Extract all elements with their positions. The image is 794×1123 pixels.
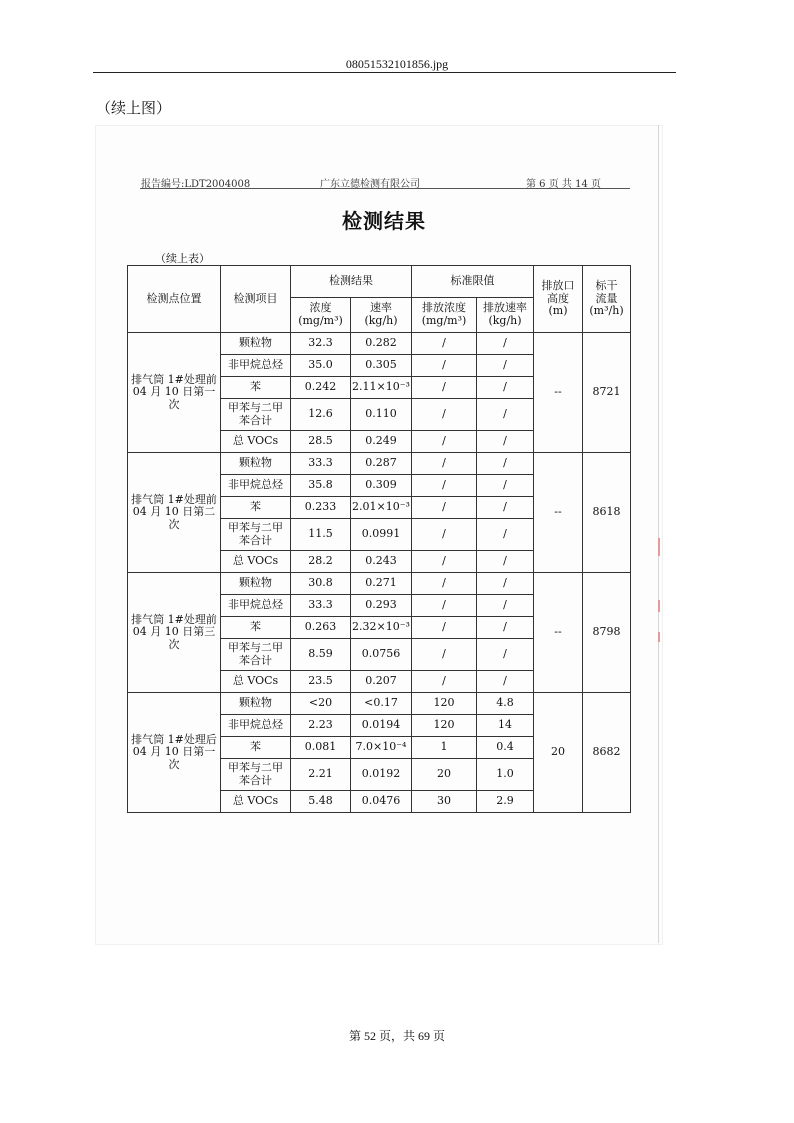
item-line1: 甲苯与二甲 (228, 640, 283, 654)
concentration-cell: 12.6 (291, 399, 351, 431)
position-cell (128, 693, 221, 813)
rate-cell: 0.282 (351, 333, 412, 355)
results-table (127, 265, 631, 813)
rate-cell: 0.0476 (351, 791, 412, 813)
concentration-cell: 8.59 (291, 639, 351, 671)
concentration-cell: 33.3 (291, 595, 351, 617)
header-limit-group: 标准限值 (412, 266, 534, 298)
item-cell: 总 VOCs (221, 671, 291, 693)
page-footer: 第 52 页，共 69 页 (348, 1029, 445, 1043)
limit-rate-cell: / (477, 551, 534, 573)
limit-rate-cell: / (477, 355, 534, 377)
rate-cell: 0.243 (351, 551, 412, 573)
header-limit-concentration (412, 298, 477, 333)
limit-concentration-cell: / (412, 399, 477, 431)
header-flow-line1: 标干 (595, 279, 618, 293)
header-result-group: 检测结果 (291, 266, 412, 298)
flow-cell: 8618 (583, 453, 631, 573)
item-cell (221, 759, 291, 791)
item-cell: 苯 (221, 377, 291, 399)
header-limit-concentration-label: 排放浓度 (422, 301, 466, 315)
limit-rate-cell: / (477, 431, 534, 453)
rate-cell: 2.01×10⁻³ (351, 497, 412, 519)
item-cell: 苯 (221, 497, 291, 519)
concentration-cell: 5.48 (291, 791, 351, 813)
limit-concentration-cell: / (412, 355, 477, 377)
limit-rate-cell: / (477, 475, 534, 497)
item-line1: 甲苯与二甲 (228, 520, 283, 534)
concentration-cell: 30.8 (291, 573, 351, 595)
position-line2: 04 月 10 日第一次 (132, 385, 216, 411)
concentration-cell: 2.23 (291, 715, 351, 737)
report-number: 报告编号:LDT2004008 (141, 179, 251, 190)
limit-concentration-cell: / (412, 551, 477, 573)
rate-cell: 0.309 (351, 475, 412, 497)
concentration-cell: 32.3 (291, 333, 351, 355)
position-cell (128, 453, 221, 573)
header-concentration (291, 298, 351, 333)
rate-cell: 0.305 (351, 355, 412, 377)
header-outlet-height (534, 266, 583, 333)
header-height-line2: 高度 (547, 291, 569, 305)
rate-cell: 0.0192 (351, 759, 412, 791)
position-line1: 排气筒 1#处理前 (131, 372, 217, 386)
rate-cell: 0.293 (351, 595, 412, 617)
concentration-cell: 28.2 (291, 551, 351, 573)
limit-rate-cell: / (477, 399, 534, 431)
concentration-cell: 35.0 (291, 355, 351, 377)
item-cell: 非甲烷总烃 (221, 595, 291, 617)
rate-cell: 2.11×10⁻³ (351, 377, 412, 399)
header-rule (93, 72, 676, 73)
rate-cell: 0.110 (351, 399, 412, 431)
outlet-height-cell: -- (534, 333, 583, 453)
limit-rate-cell: 14 (477, 715, 534, 737)
rate-cell: 0.249 (351, 431, 412, 453)
limit-concentration-cell: 20 (412, 759, 477, 791)
rate-cell: <0.17 (351, 693, 412, 715)
limit-rate-cell: / (477, 377, 534, 399)
table-row (128, 453, 631, 475)
limit-rate-cell: 4.8 (477, 693, 534, 715)
limit-rate-cell: / (477, 573, 534, 595)
table-row (128, 333, 631, 355)
red-stamp-mark (658, 632, 660, 642)
scan-edge (658, 125, 659, 943)
limit-concentration-cell: / (412, 377, 477, 399)
red-stamp-mark (658, 600, 660, 612)
item-cell (221, 519, 291, 551)
item-line1: 甲苯与二甲 (228, 760, 283, 774)
position-line1: 排气筒 1#处理前 (131, 492, 217, 506)
concentration-cell: 0.233 (291, 497, 351, 519)
flow-cell: 8721 (583, 333, 631, 453)
rate-cell: 0.0194 (351, 715, 412, 737)
rate-cell: 0.287 (351, 453, 412, 475)
limit-rate-cell: 2.9 (477, 791, 534, 813)
limit-rate-cell: / (477, 595, 534, 617)
header-height-line1: 排放口 (541, 279, 575, 293)
document-title: 检测结果 (342, 209, 426, 233)
concentration-cell: <20 (291, 693, 351, 715)
limit-rate-cell: / (477, 671, 534, 693)
concentration-cell: 2.21 (291, 759, 351, 791)
position-line2: 04 月 10 日第三次 (132, 625, 216, 651)
item-cell: 总 VOCs (221, 551, 291, 573)
rate-cell: 7.0×10⁻⁴ (351, 737, 412, 759)
rate-cell: 0.0756 (351, 639, 412, 671)
table-continued-label: （续上表） (155, 252, 210, 265)
item-cell: 颗粒物 (221, 333, 291, 355)
position-line1: 排气筒 1#处理后 (131, 732, 217, 746)
concentration-cell: 0.242 (291, 377, 351, 399)
item-cell (221, 399, 291, 431)
concentration-cell: 0.263 (291, 617, 351, 639)
limit-concentration-cell: / (412, 475, 477, 497)
limit-rate-cell: / (477, 639, 534, 671)
flow-cell: 8682 (583, 693, 631, 813)
limit-concentration-cell: / (412, 671, 477, 693)
concentration-cell: 11.5 (291, 519, 351, 551)
limit-rate-cell: / (477, 617, 534, 639)
limit-concentration-cell: / (412, 497, 477, 519)
limit-concentration-cell: / (412, 431, 477, 453)
limit-concentration-cell: 120 (412, 715, 477, 737)
position-line2: 04 月 10 日第一次 (132, 745, 216, 771)
item-cell: 颗粒物 (221, 573, 291, 595)
concentration-cell: 0.081 (291, 737, 351, 759)
limit-rate-cell: / (477, 497, 534, 519)
header-item: 检测项目 (221, 266, 291, 333)
item-cell: 苯 (221, 737, 291, 759)
limit-concentration-cell: / (412, 617, 477, 639)
rate-cell: 0.0991 (351, 519, 412, 551)
item-cell: 苯 (221, 617, 291, 639)
limit-concentration-cell: / (412, 639, 477, 671)
report-company: 广东立德检测有限公司 (320, 179, 420, 190)
table-row (128, 693, 631, 715)
header-flow-line3: (m³/h) (589, 304, 624, 318)
header-position: 检测点位置 (128, 266, 221, 333)
item-cell: 总 VOCs (221, 791, 291, 813)
header-rate (351, 298, 412, 333)
limit-rate-cell: 1.0 (477, 759, 534, 791)
concentration-cell: 23.5 (291, 671, 351, 693)
header-standard-flow (583, 266, 631, 333)
continued-caption: （续上图） (96, 99, 172, 117)
rate-cell: 2.32×10⁻³ (351, 617, 412, 639)
item-line1: 甲苯与二甲 (228, 400, 283, 414)
rate-cell: 0.271 (351, 573, 412, 595)
header-height-line3: (m) (548, 304, 568, 318)
red-stamp-mark (658, 538, 660, 556)
header-concentration-unit: (mg/m³) (298, 314, 343, 327)
item-cell: 颗粒物 (221, 693, 291, 715)
item-cell: 总 VOCs (221, 431, 291, 453)
item-cell: 非甲烷总烃 (221, 715, 291, 737)
limit-concentration-cell: / (412, 453, 477, 475)
limit-rate-cell: / (477, 333, 534, 355)
limit-rate-cell: / (477, 453, 534, 475)
concentration-cell: 35.8 (291, 475, 351, 497)
limit-concentration-cell: 1 (412, 737, 477, 759)
limit-concentration-cell: / (412, 573, 477, 595)
limit-concentration-cell: / (412, 519, 477, 551)
item-cell: 非甲烷总烃 (221, 355, 291, 377)
limit-concentration-cell: 30 (412, 791, 477, 813)
item-cell: 颗粒物 (221, 453, 291, 475)
header-flow-line2: 流量 (595, 291, 618, 305)
outlet-height-cell: -- (534, 453, 583, 573)
outlet-height-cell: -- (534, 573, 583, 693)
header-concentration-label: 浓度 (309, 301, 332, 315)
position-cell (128, 573, 221, 693)
header-limit-rate (477, 298, 534, 333)
header-limit-concentration-unit: (mg/m³) (421, 314, 467, 327)
item-line2: 苯合计 (239, 653, 272, 667)
item-cell (221, 639, 291, 671)
position-line1: 排气筒 1#处理前 (131, 612, 217, 626)
item-line2: 苯合计 (239, 413, 272, 427)
limit-concentration-cell: / (412, 333, 477, 355)
report-header-rule (140, 188, 630, 189)
item-line2: 苯合计 (239, 773, 272, 787)
position-cell (128, 333, 221, 453)
concentration-cell: 28.5 (291, 431, 351, 453)
limit-concentration-cell: 120 (412, 693, 477, 715)
file-header: 08051532101856.jpg (345, 57, 449, 71)
position-line2: 04 月 10 日第二次 (132, 505, 216, 531)
table-row (128, 573, 631, 595)
item-line2: 苯合计 (239, 533, 272, 547)
item-cell: 非甲烷总烃 (221, 475, 291, 497)
header-limit-rate-unit: (kg/h) (488, 314, 522, 327)
header-rate-label: 速率 (370, 301, 392, 315)
concentration-cell: 33.3 (291, 453, 351, 475)
rate-cell: 0.207 (351, 671, 412, 693)
limit-concentration-cell: / (412, 595, 477, 617)
report-page-indicator: 第 6 页 共 14 页 (526, 179, 601, 190)
header-limit-rate-label: 排放速率 (483, 301, 527, 315)
flow-cell: 8798 (583, 573, 631, 693)
header-rate-unit: (kg/h) (364, 314, 398, 327)
limit-rate-cell: / (477, 519, 534, 551)
limit-rate-cell: 0.4 (477, 737, 534, 759)
outlet-height-cell: 20 (534, 693, 583, 813)
